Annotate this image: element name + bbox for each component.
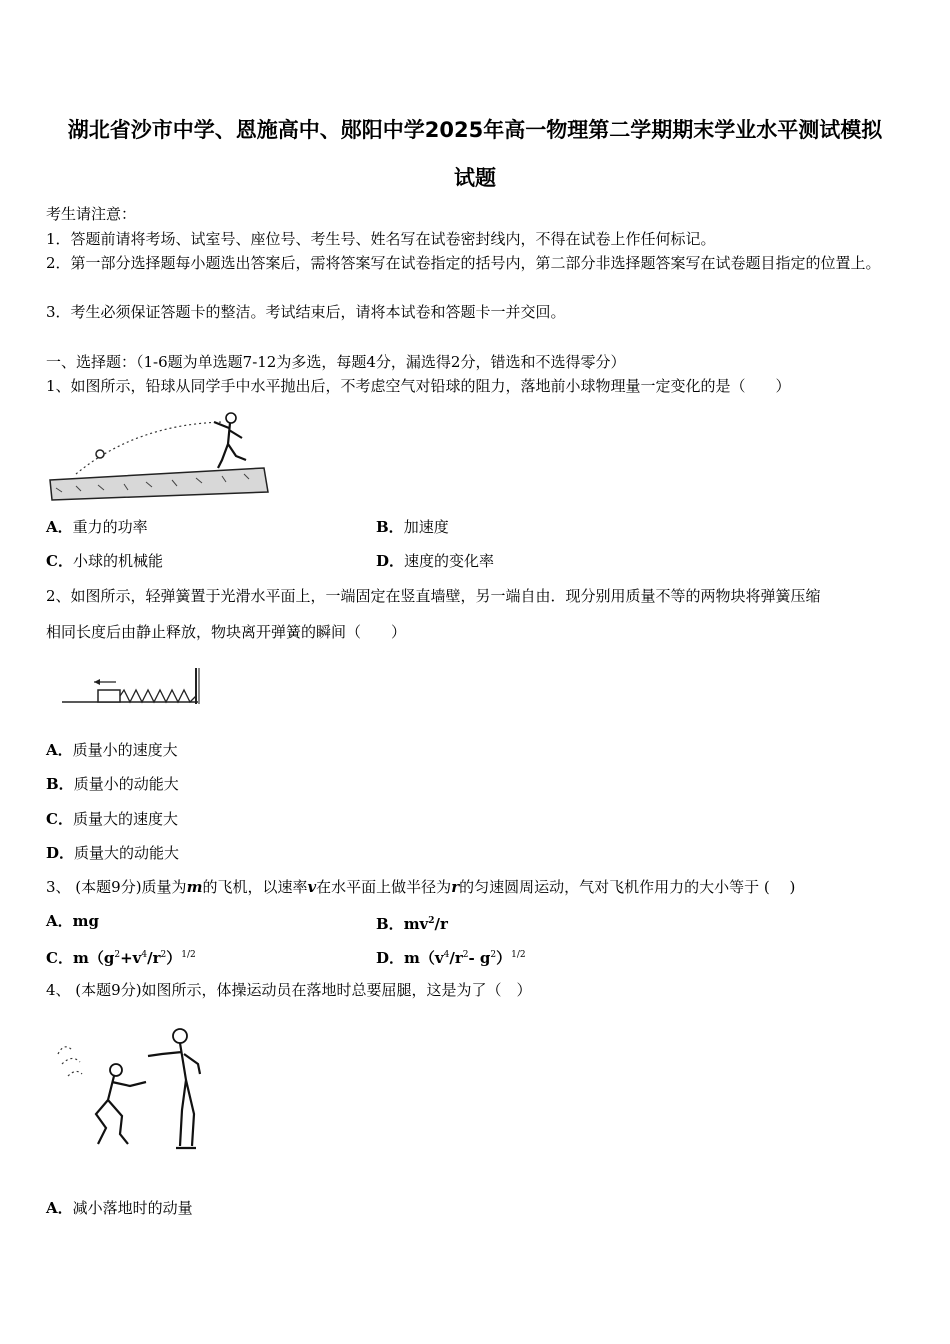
shot-put-figure <box>46 408 271 504</box>
q2-option-b[interactable]: B．质量小的动能大 <box>46 775 179 793</box>
q2-option-c[interactable]: C．质量大的速度大 <box>46 810 178 828</box>
q2-option-d[interactable]: D．质量大的动能大 <box>46 844 180 862</box>
exam-title-line1: 湖北省沙市中学、恩施高中、郧阳中学2025年高一物理第二学期期末学业水平测试模拟 <box>67 118 883 142</box>
gymnast-figure <box>50 1024 220 1156</box>
q1-option-d[interactable]: D．速度的变化率 <box>376 552 495 570</box>
spring-block-figure <box>60 662 206 712</box>
q1-option-c[interactable]: C．小球的机械能 <box>46 552 163 570</box>
q3-option-d[interactable]: D．$m(v^4/r^2-$ $g^2)^{1/2}$ <box>376 949 526 967</box>
q1-option-a[interactable]: A．重力的功率 <box>46 518 148 536</box>
q3-option-b[interactable]: B．$mv^2/r$ <box>376 915 448 933</box>
notice-heading: 考生请注意： <box>46 205 137 223</box>
q4-stem: 4、 (本题9分)如图所示，体操运动员在落地时总要屈腿，这是为了（ ） <box>46 981 532 999</box>
notice-item-1: 1．答题前请将考场、试室号、座位号、考生号、姓名写在试卷密封线内，不得在试卷上作任何标记。 <box>46 230 716 248</box>
notice-item-3: 3．考生必须保证答题卡的整洁。考试结束后，请将本试卷和答题卡一并交回。 <box>46 303 566 321</box>
q3-option-c[interactable]: C．$m(g^2+v^4/r^2)^{1/2}$ <box>46 949 196 967</box>
q1-option-b[interactable]: B．加速度 <box>376 518 449 536</box>
q2-stem-line2: 相同长度后由静止释放，物块离开弹簧的瞬间（ ） <box>46 623 407 641</box>
section-heading: 一、选择题：（1-6题为单选题7-12为多选，每题4分，漏选得2分，错选和不选得零分） <box>46 353 626 371</box>
q1-stem: 1、如图所示，铅球从同学手中水平抛出后，不考虑空气对铅球的阻力，落地前小球物理量一定变化的是（ ） <box>46 377 791 395</box>
q4-option-a[interactable]: A．减小落地时的动量 <box>46 1199 193 1217</box>
q3-stem: 3、 (本题9分)质量为m的飞机，以速率v在水平面上做半径为r的匀速圆周运动，气对飞机作用力的大小等于 ( ) <box>46 878 796 896</box>
q3-option-a[interactable]: A．mg <box>46 912 100 930</box>
q2-option-a[interactable]: A．质量小的速度大 <box>46 741 178 759</box>
exam-title-line2: 试题 <box>454 166 496 190</box>
q2-stem-line1: 2、如图所示，轻弹簧置于光滑水平面上，一端固定在竖直墙壁，另一端自由．现分别用质量不等的两物块将弹簧压缩 <box>46 587 821 605</box>
notice-item-2: 2．第一部分选择题每小题选出答案后，需将答案写在试卷指定的括号内，第二部分非选择题答案写在试卷题目指定的位置上。 <box>46 254 881 272</box>
